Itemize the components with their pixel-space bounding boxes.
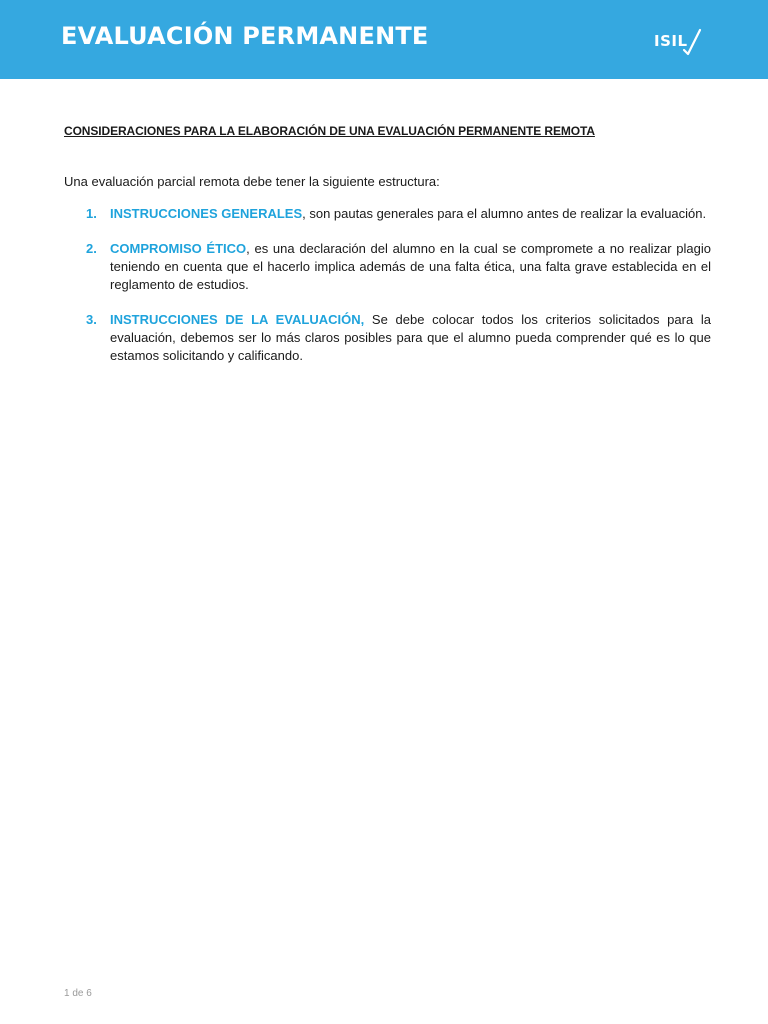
intro-text: Una evaluación parcial remota debe tener la siguiente estructura: xyxy=(64,174,440,189)
item-number: 3. xyxy=(86,312,97,327)
logo-text: ISIL xyxy=(654,32,688,50)
item-number: 2. xyxy=(86,241,97,256)
item-label: INSTRUCCIONES GENERALES xyxy=(110,206,303,221)
item-text: Se debe colocar todos los criterios solicitados para la evaluación, debemos ser lo más claros posibles para que el alumno pueda comprender qué es lo que estamos solicitando y calificando. xyxy=(110,312,711,363)
item-number: 1. xyxy=(86,206,97,221)
list-item xyxy=(64,240,711,294)
isil-logo xyxy=(654,28,704,56)
list-item xyxy=(64,311,711,365)
list-item xyxy=(64,205,711,223)
structure-list xyxy=(64,205,711,365)
page-indicator: 1 de 6 xyxy=(64,988,92,999)
document-body xyxy=(64,122,711,382)
page-title: EVALUACIÓN PERMANENTE xyxy=(61,22,429,50)
section-title: CONSIDERACIONES PARA LA ELABORACIÓN DE UNA EVALUACIÓN PERMANENTE REMOTA xyxy=(64,124,595,138)
item-text: , son pautas generales para el alumno antes de realizar la evaluación. xyxy=(302,206,707,221)
page-header xyxy=(0,0,768,79)
item-text: , es una declaración del alumno en la cual se compromete a no realizar plagio teniendo en cuenta que el hacerlo implica además de una falta ética, una falta grave establecida en el reglamento de estudios. xyxy=(110,241,711,292)
item-label: INSTRUCCIONES DE LA EVALUACIÓN, xyxy=(110,312,365,327)
item-label: COMPROMISO ÉTICO xyxy=(110,241,247,256)
logo-slash-icon xyxy=(682,28,702,56)
